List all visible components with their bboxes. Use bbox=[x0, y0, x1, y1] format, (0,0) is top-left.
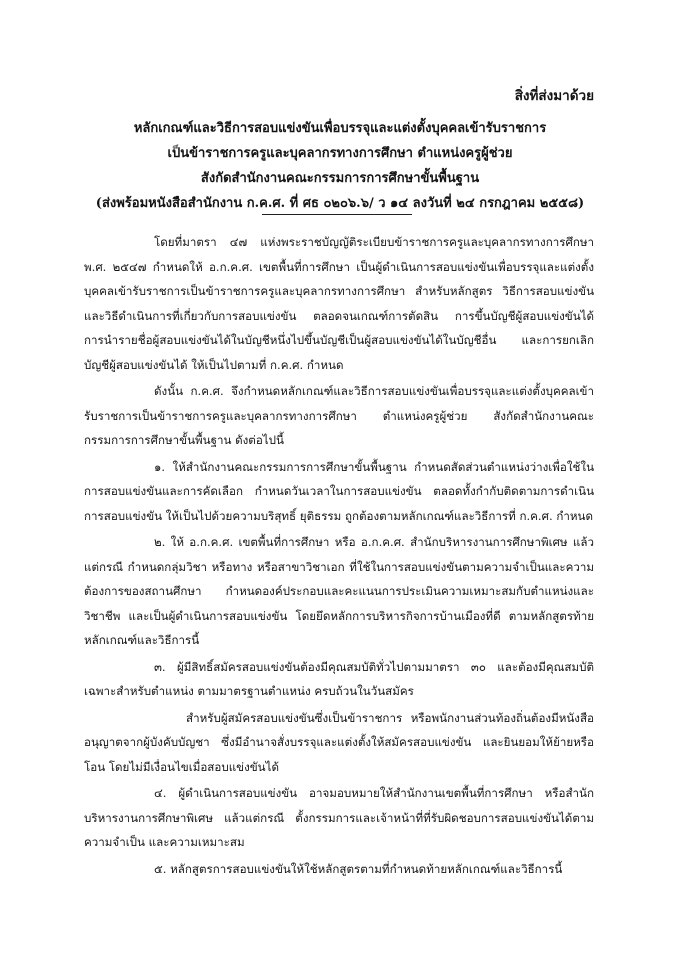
paragraph-item-3: ๓. ผู้มีสิทธิ์สมัครสอบแข่งขันต้องมีคุณสมบัติทั่วไปตามมาตรา ๓๐ และต้องมีคุณสมบัติเฉพาะสำหรับตำแหน่ง ตามมาตรฐานตำแหน่ง ครบถ้วนในวันสมัคร bbox=[84, 659, 594, 698]
paragraph-item-1: ๑. ให้สำนักงานคณะกรรมการการศึกษาขั้นพื้นฐาน กำหนดสัดส่วนตำแหน่งว่างเพื่อใช้ในการสอบแข่งขันและการคัดเลือก กำหนดวันเวลาในการสอบแข่งขัน ตลอดทั้งกำกับติดตามการดำเนินการสอบแข่งขัน ให้เป็นไปด้วยความบริสุทธิ์ ยุติธรรม ถูกต้องตามหลักเกณฑ์และวิธีการที่ ก.ค.ศ. กำหนด bbox=[84, 459, 594, 523]
title-divider bbox=[262, 214, 412, 215]
title-line-2: เป็นข้าราชการครูและบุคลากรทางการศึกษา ตำแหน่งครูผู้ช่วย bbox=[167, 146, 513, 161]
title-line-1: หลักเกณฑ์และวิธีการสอบแข่งขันเพื่อบรรจุและแต่งตั้งบุคคลเข้ารับราชการ bbox=[133, 121, 547, 136]
paragraph-item-3-note: สำหรับผู้สมัครสอบแข่งขันซึ่งเป็นข้าราชการ หรือพนักงานส่วนท้องถิ่นต้องมีหนังสืออนุญาตจากผู้บังคับบัญชา ซึ่งมีอำนาจสั่งบรรจุและแต่งตั้งให้สมัครสอบแข่งขัน และยินยอมให้ย้ายหรือโอน โดยไม่มีเงื่อนไขเมื่อสอบแข่งขันได้ bbox=[84, 710, 594, 774]
attachment-label: สิ่งที่ส่งมาด้วย bbox=[514, 88, 594, 104]
document-body bbox=[84, 230, 594, 883]
paragraph-preamble: โดยที่มาตรา ๔๗ แห่งพระราชบัญญัติระเบียบข้าราชการครูและบุคลากรทางการศึกษา พ.ศ. ๒๕๔๗ กำหนดให้ อ.ก.ค.ศ. เขตพื้นที่การศึกษา เป็นผู้ดำเนินการสอบแข่งขันเพื่อบรรจุและแต่งตั้งบุคคลเข้ารับราชการเป็นข้าราชการครูและบุคลากรทางการศึกษา สำหรับหลักสูตร วิธีการสอบแข่งขัน และวิธีดำเนินการที่เกี่ยวกับการสอบแข่งขัน ตลอดจนเกณฑ์การตัดสิน การขึ้นบัญชีผู้สอบแข่งขันได้ การนำรายชื่อผู้สอบแข่งขันได้ในบัญชีหนึ่งไปขึ้นบัญชีเป็นผู้สอบแข่งขันได้ในบัญชีอื่น และการยกเลิกบัญชีผู้สอบแข่งขันได้ ให้เป็นไปตามที่ ก.ค.ศ. กำหนด bbox=[84, 235, 594, 372]
title-line-3: สังกัดสำนักงานคณะกรรมการการศึกษาขั้นพื้นฐาน bbox=[200, 171, 480, 186]
title-line-4: (ส่งพร้อมหนังสือสำนักงาน ก.ค.ศ. ที่ ศธ ๐๒๐๖.๖/ ว ๑๔ ลงวันที่ ๒๔ กรกฎาคม ๒๕๕๘) bbox=[95, 196, 585, 211]
paragraph-item-4: ๔. ผู้ดำเนินการสอบแข่งขัน อาจมอบหมายให้สำนักงานเขตพื้นที่การศึกษา หรือสำนักบริหารงานการศึกษาพิเศษ แล้วแต่กรณี ตั้งกรรมการและเจ้าหน้าที่ที่รับผิดชอบการสอบแข่งขันได้ตามความจำเป็น และความเหมาะสม bbox=[84, 786, 594, 849]
document-title bbox=[40, 116, 640, 216]
paragraph-intro: ดังนั้น ก.ค.ศ. จึงกำหนดหลักเกณฑ์และวิธีการสอบแข่งขันเพื่อบรรจุและแต่งตั้งบุคคลเข้ารับราชการเป็นข้าราชการครูและบุคลากรทางการศึกษา ตำแหน่งครูผู้ช่วย สังกัดสำนักงานคณะกรรมการการศึกษาขั้นพื้นฐาน ดังต่อไปนี้ bbox=[84, 384, 594, 447]
paragraph-item-5: ๕. หลักสูตรการสอบแข่งขันให้ใช้หลักสูตรตามที่กำหนดท้ายหลักเกณฑ์และวิธีการนี้ bbox=[154, 861, 563, 876]
paragraph-item-2: ๒. ให้ อ.ก.ค.ศ. เขตพื้นที่การศึกษา หรือ อ.ก.ค.ศ. สำนักบริหารงานการศึกษาพิเศษ แล้วแต่กรณี กำหนดกลุ่มวิชา หรือทาง หรือสาขาวิชาเอก ที่ใช้ในการสอบแข่งขันตามความจำเป็นและความต้องการของสถานศึกษา กำหนดองค์ประกอบและคะแนนการประเมินความเหมาะสมกับตำแหน่งและวิชาชีพ และเป็นผู้ดำเนินการสอบแข่งขัน โดยยึดหลักการบริหารกิจการบ้านเมืองที่ดี ตามหลักสูตรท้ายหลักเกณฑ์และวิธีการนี้ bbox=[84, 535, 594, 647]
